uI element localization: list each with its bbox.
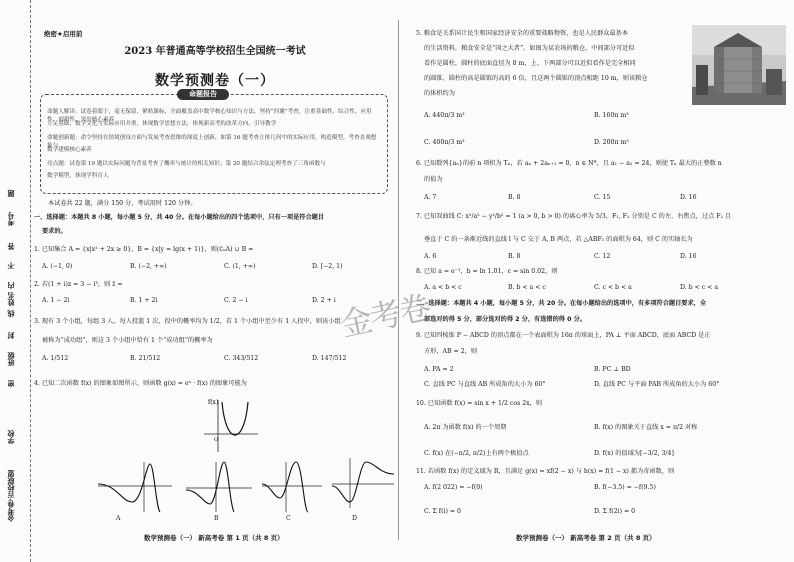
- gutter-label: 题: [6, 190, 15, 197]
- q7-option: D. 16: [680, 253, 697, 260]
- q3-option: C. 343/512: [224, 355, 259, 362]
- q11-option: C. Σ f(i) = 0: [424, 508, 461, 515]
- section-2-heading-cont: 部选对的得 5 分，部分选对的得 2 分，有选错的得 0 分。: [424, 316, 586, 323]
- svg-text:O: O: [214, 437, 219, 443]
- q8-option: C. c < b < a: [594, 284, 632, 291]
- q3-option: D. 147/512: [312, 355, 347, 362]
- intro-text: 本试卷共 22 题，满分 150 分，考试用时 120 分钟。: [48, 200, 197, 207]
- q3-option: A. 1/512: [42, 355, 69, 362]
- report-line: 数学模型，体现学科育人: [47, 173, 109, 179]
- secret-mark: 绝密★启用前: [44, 30, 83, 38]
- q11-option: D. Σ f(2i) = 0: [594, 508, 636, 515]
- question-1: 1. 已知集合 A = {x|x² + 2x ≥ 0}，B = {x|y = lg(x + 1)}，则(∁ᵤA) ∪ B =: [34, 246, 254, 253]
- q1-option: C. (1, +∞): [224, 263, 256, 270]
- granary-silo-photo: [692, 25, 786, 105]
- q7-option: A. 6: [424, 253, 437, 260]
- q9-option: A. PA = 2: [424, 366, 454, 373]
- q10-option: B. f(x) 的图象关于直线 x = π/2 对称: [594, 424, 698, 431]
- question-11: 11. 若函数 f(x) 的定义域为 R，且满足 g(x) = xf(2 − x) 与 h(x) = f(1 − x) 都为奇函数，则: [416, 468, 675, 475]
- q3-option: B. 21/512: [130, 355, 161, 362]
- question-5-cont: 的生活资料，粮食安全是“国之大者”。如图为某农场的粮仓，中间部分可近似: [424, 45, 635, 52]
- q8-option: D. b < c < a: [680, 284, 719, 291]
- q11-option: B. f(−3.5) = −f(9.5): [594, 484, 656, 491]
- gutter-label: 姓名: [6, 292, 15, 306]
- section-2-heading: 二、选择题：本题共 4 小题，每小题 5 分，共 20 分。在每小题给出的选项中，有多项符合题目要求，全: [416, 300, 707, 307]
- q4-fx-label: f(x): [208, 399, 219, 406]
- column-divider: [398, 20, 399, 540]
- gutter-label: 封: [6, 332, 15, 339]
- question-6: 6. 已知数列{aₙ}的前 n 项积为 Tₙ，若 aₙ + 2aₙ₊₁ = 0，n ∈ N*，且 a₁ − a₂ = 24，则使 Tₙ 最大的正整数 n: [416, 160, 722, 167]
- q2-option: A. 1 − 2i: [42, 297, 70, 304]
- gutter-label: 学校: [6, 430, 15, 444]
- q1-option: B. (−2, +∞): [130, 263, 167, 270]
- q1-option: A. (−1, 0): [42, 263, 73, 270]
- watermark-stamp: 金考卷: [336, 288, 433, 344]
- q6-option: D. 16: [680, 194, 697, 201]
- q1-option: D. [−2, 1): [312, 263, 343, 270]
- q10-option: C. f(x) 在(−π/2, π/2)上有两个极值点: [424, 450, 529, 457]
- q4-label: D: [352, 515, 357, 522]
- question-9: 9. 已知四棱锥 P − ABCD 的顶点都在一个表面积为 16π 的球面上，PA ⊥ 平面 ABCD，底面 ABCD 是正: [416, 332, 711, 339]
- q10-option: D. f(x) 的值域为[−3/2, 3/4]: [594, 450, 674, 457]
- q4-graph-d: [330, 454, 396, 510]
- left-column: [34, 0, 396, 562]
- q9-option: D. 直线 PC 与平面 PAB 所成角的大小为 60°: [594, 381, 720, 388]
- q2-option: C. 2 − i: [224, 297, 248, 304]
- q11-option: A. f(2 022) = −f(0): [424, 484, 483, 491]
- q6-option: A. 7: [424, 194, 437, 201]
- q4-graph-c: [260, 458, 324, 514]
- gutter-label: 班级: [6, 352, 15, 366]
- paper-title: 数学预测卷（一）: [155, 73, 275, 89]
- question-6-cont: 的值为: [424, 176, 443, 183]
- question-7-cont: 垂直于 C 的一条渐近线的直线 l 与 C 交于 A, B 两点，若 △ABF₁ 的面积为 64，则 C 的实轴长为: [424, 236, 693, 243]
- report-line: 数学建模核心素养: [47, 147, 92, 153]
- question-5-cont: 的体积约为: [424, 90, 455, 97]
- report-line: 亮点题：试卷第 19 题以实际问题为背景考查了概率与统计的相关知识；第 20 题结合余弦定理考查了三角函数与: [47, 161, 326, 167]
- question-3-cont: 被称为“成功组”，则这 3 个小组中恰有 1 个“成功组”的概率为: [42, 337, 213, 344]
- section-1-heading: 一、选择题：本题共 8 小题，每小题 5 分，共 40 分。在每小题给出的四个选项中，只有一项是符合题目: [34, 214, 325, 221]
- gutter-label: 考号: [6, 212, 15, 226]
- question-5-cont: 看作是圆柱，圆柱的底面直径为 8 m，上、下两部分可以近似看作是完全相同: [424, 60, 636, 67]
- q8-option: A. a < b < c: [424, 284, 462, 291]
- question-5-cont: 的圆锥，圆柱的高是圆锥的高的 6 倍，且这两个圆锥的顶点相距 10 m，则该粮仓: [424, 75, 648, 82]
- report-line: 命题人解读：试卷着眼于，毫无保留，紧贴课标，全面覆盖高中数学核心知识与方法，坚持“四翼”考查，注重基础性、综合性、应用性、创新性，突出核心素养: [47, 109, 372, 123]
- report-tag: 命题报告: [177, 89, 229, 100]
- gutter-label: 答: [6, 243, 15, 250]
- question-9-cont: 方形，AB = 2，则: [424, 348, 478, 355]
- q2-option: D. 2 + i: [312, 297, 336, 304]
- q5-option: C. 400π/3 m³: [424, 139, 465, 146]
- q5-option: A. 440π/3 m³: [424, 112, 465, 119]
- question-10: 10. 已知函数 f(x) = sin x + 1/2 cos 2x，则: [416, 400, 543, 407]
- q8-option: B. b < a < c: [508, 284, 546, 291]
- q6-option: C. 15: [594, 194, 611, 201]
- q5-option: B. 160π m³: [594, 112, 629, 119]
- question-5: 5. 粮食是关系国计民生和国家经济安全的重要战略物资，也是人民群众最基本: [416, 30, 629, 37]
- report-box: [40, 90, 388, 194]
- report-line: 命题创新题：命令坚持在情境创设方面与发展考查思维的深度上创新，如第 16 题考查立体几何中的实际应用，构造模型，考查直观想象与: [47, 135, 377, 149]
- q4-graph-b: [184, 458, 254, 514]
- q4-label: B: [214, 515, 219, 522]
- gutter-label: 内: [6, 282, 15, 289]
- question-8: 8. 已知 a = e⁻¹，b = ln 1.01，c = sin 0.02，则: [416, 268, 558, 275]
- footer-right: 数学预测卷（一） 新高考卷 第 2 页（共 8 页）: [516, 534, 656, 542]
- q4-label: C: [286, 515, 291, 522]
- footer-left: 数学预测卷（一） 新高考卷 第 1 页（共 8 页）: [144, 534, 284, 542]
- question-4: 4. 已知二次函数 f(x) 的图象如图所示，则函数 g(x) = eˣ · f(x) 的图象可能为: [34, 380, 247, 387]
- q9-option: B. PC ⊥ BD: [594, 366, 631, 373]
- section-1-heading-cont: 要求的。: [42, 228, 67, 235]
- gutter-label: 密: [6, 380, 15, 387]
- question-7: 7. 已知双曲线 C: x²/a² − y²/b² = 1 (a > 0, b > 0) 的离心率为 5/3，F₁, F₂ 分别是 C 的左、右焦点，过点 F₂ 且: [416, 213, 732, 220]
- q6-option: B. 8: [508, 194, 521, 201]
- q5-option: D. 200π m³: [594, 139, 629, 146]
- q4-given-graph: [200, 394, 260, 456]
- gutter-label: 线: [6, 310, 15, 317]
- question-2: 2. 若(1 + i)z = 3 − i³，则 z̄ =: [34, 281, 123, 288]
- binding-gutter: [0, 0, 31, 562]
- q7-option: C. 12: [594, 253, 611, 260]
- q2-option: B. 1 + 2i: [130, 297, 158, 304]
- report-line: 立足基础，数学文化与实际应用并重，体现数学思想方法，体现新高考的改革方向，引导教学: [47, 121, 277, 127]
- q4-label: A: [116, 515, 121, 522]
- gutter-label: 不: [6, 262, 15, 269]
- q10-option: A. 2π 为函数 f(x) 的一个周期: [424, 424, 507, 431]
- gutter-bottom: 金考卷·百校联盟: [6, 470, 15, 522]
- q7-option: B. 8: [508, 253, 521, 260]
- question-3: 3. 现有 3 个小组，每组 3 人，每人投篮 1 次，投中的概率均为 1/2，若 1 个小组中至少有 1 人投中，则该小组: [34, 318, 341, 325]
- q9-option: C. 直线 PC 与直线 AB 所成角的大小为 60°: [424, 381, 546, 388]
- exam-title: 2023 年普通高等学校招生全国统一考试: [124, 46, 306, 57]
- q4-graph-a: [96, 458, 174, 514]
